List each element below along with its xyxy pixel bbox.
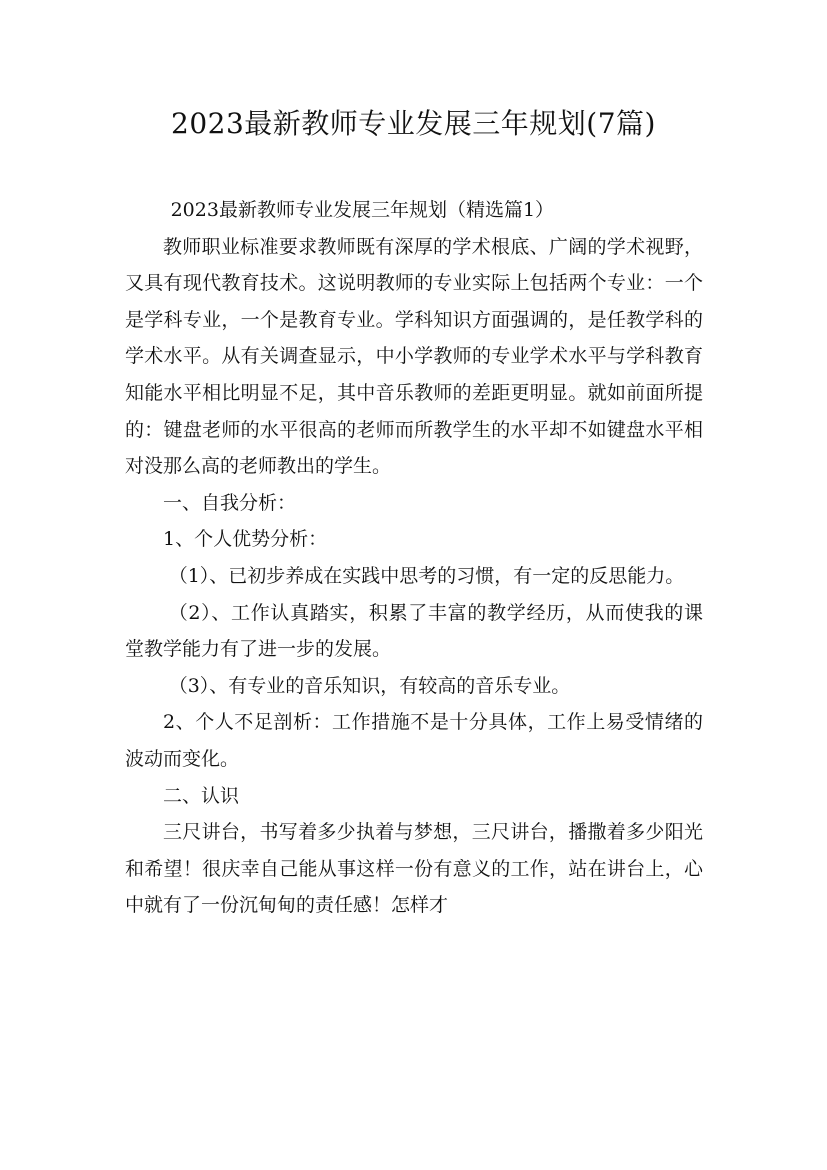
list-item: （2）、工作认真踏实，积累了丰富的教学经历，从而使我的课堂教学能力有了进一步的发展。 xyxy=(125,601,703,661)
paragraph: 2、个人不足剖析：工作措施不是十分具体，工作上易受情绪的波动而变化。 xyxy=(125,711,703,770)
section-heading: 2023最新教师专业发展三年规划（精选篇1） xyxy=(170,199,555,221)
heading-self-analysis: 一、自我分析： xyxy=(163,491,297,514)
document-body xyxy=(125,192,703,924)
document-title: 2023最新教师专业发展三年规划(7篇) xyxy=(171,107,656,140)
list-item: （3）、有专业的音乐知识，有较高的音乐专业。 xyxy=(168,674,571,697)
heading-understanding: 二、认识 xyxy=(163,784,240,807)
list-item: （1）、已初步养成在实践中思考的习惯，有一定的反思能力。 xyxy=(168,564,685,587)
heading-strengths: 1、个人优势分析： xyxy=(163,528,328,551)
paragraph: 三尺讲台，书写着多少执着与梦想，三尺讲台，播撒着多少阳光和希望！很庆幸自己能从事这样一份有意义的工作，站在讲台上，心中就有了一份沉甸甸的责任感！怎样才 xyxy=(125,821,703,917)
paragraph: 教师职业标准要求教师既有深厚的学术根底、广阔的学术视野，又具有现代教育技术。这说明教师的专业实际上包括两个专业：一个是学科专业，一个是教育专业。学科知识方面强调的，是任教学科的学术水平。从有关调查显示，中小学教师的专业学术水平与学科教育知能水平相比明显不足，其中音乐教师的差距更明显。就如前面所提的：键盘老师的水平很高的老师而所教学生的水平却不如键盘水平相对没那么高的老师教出的学生。 xyxy=(125,235,703,478)
